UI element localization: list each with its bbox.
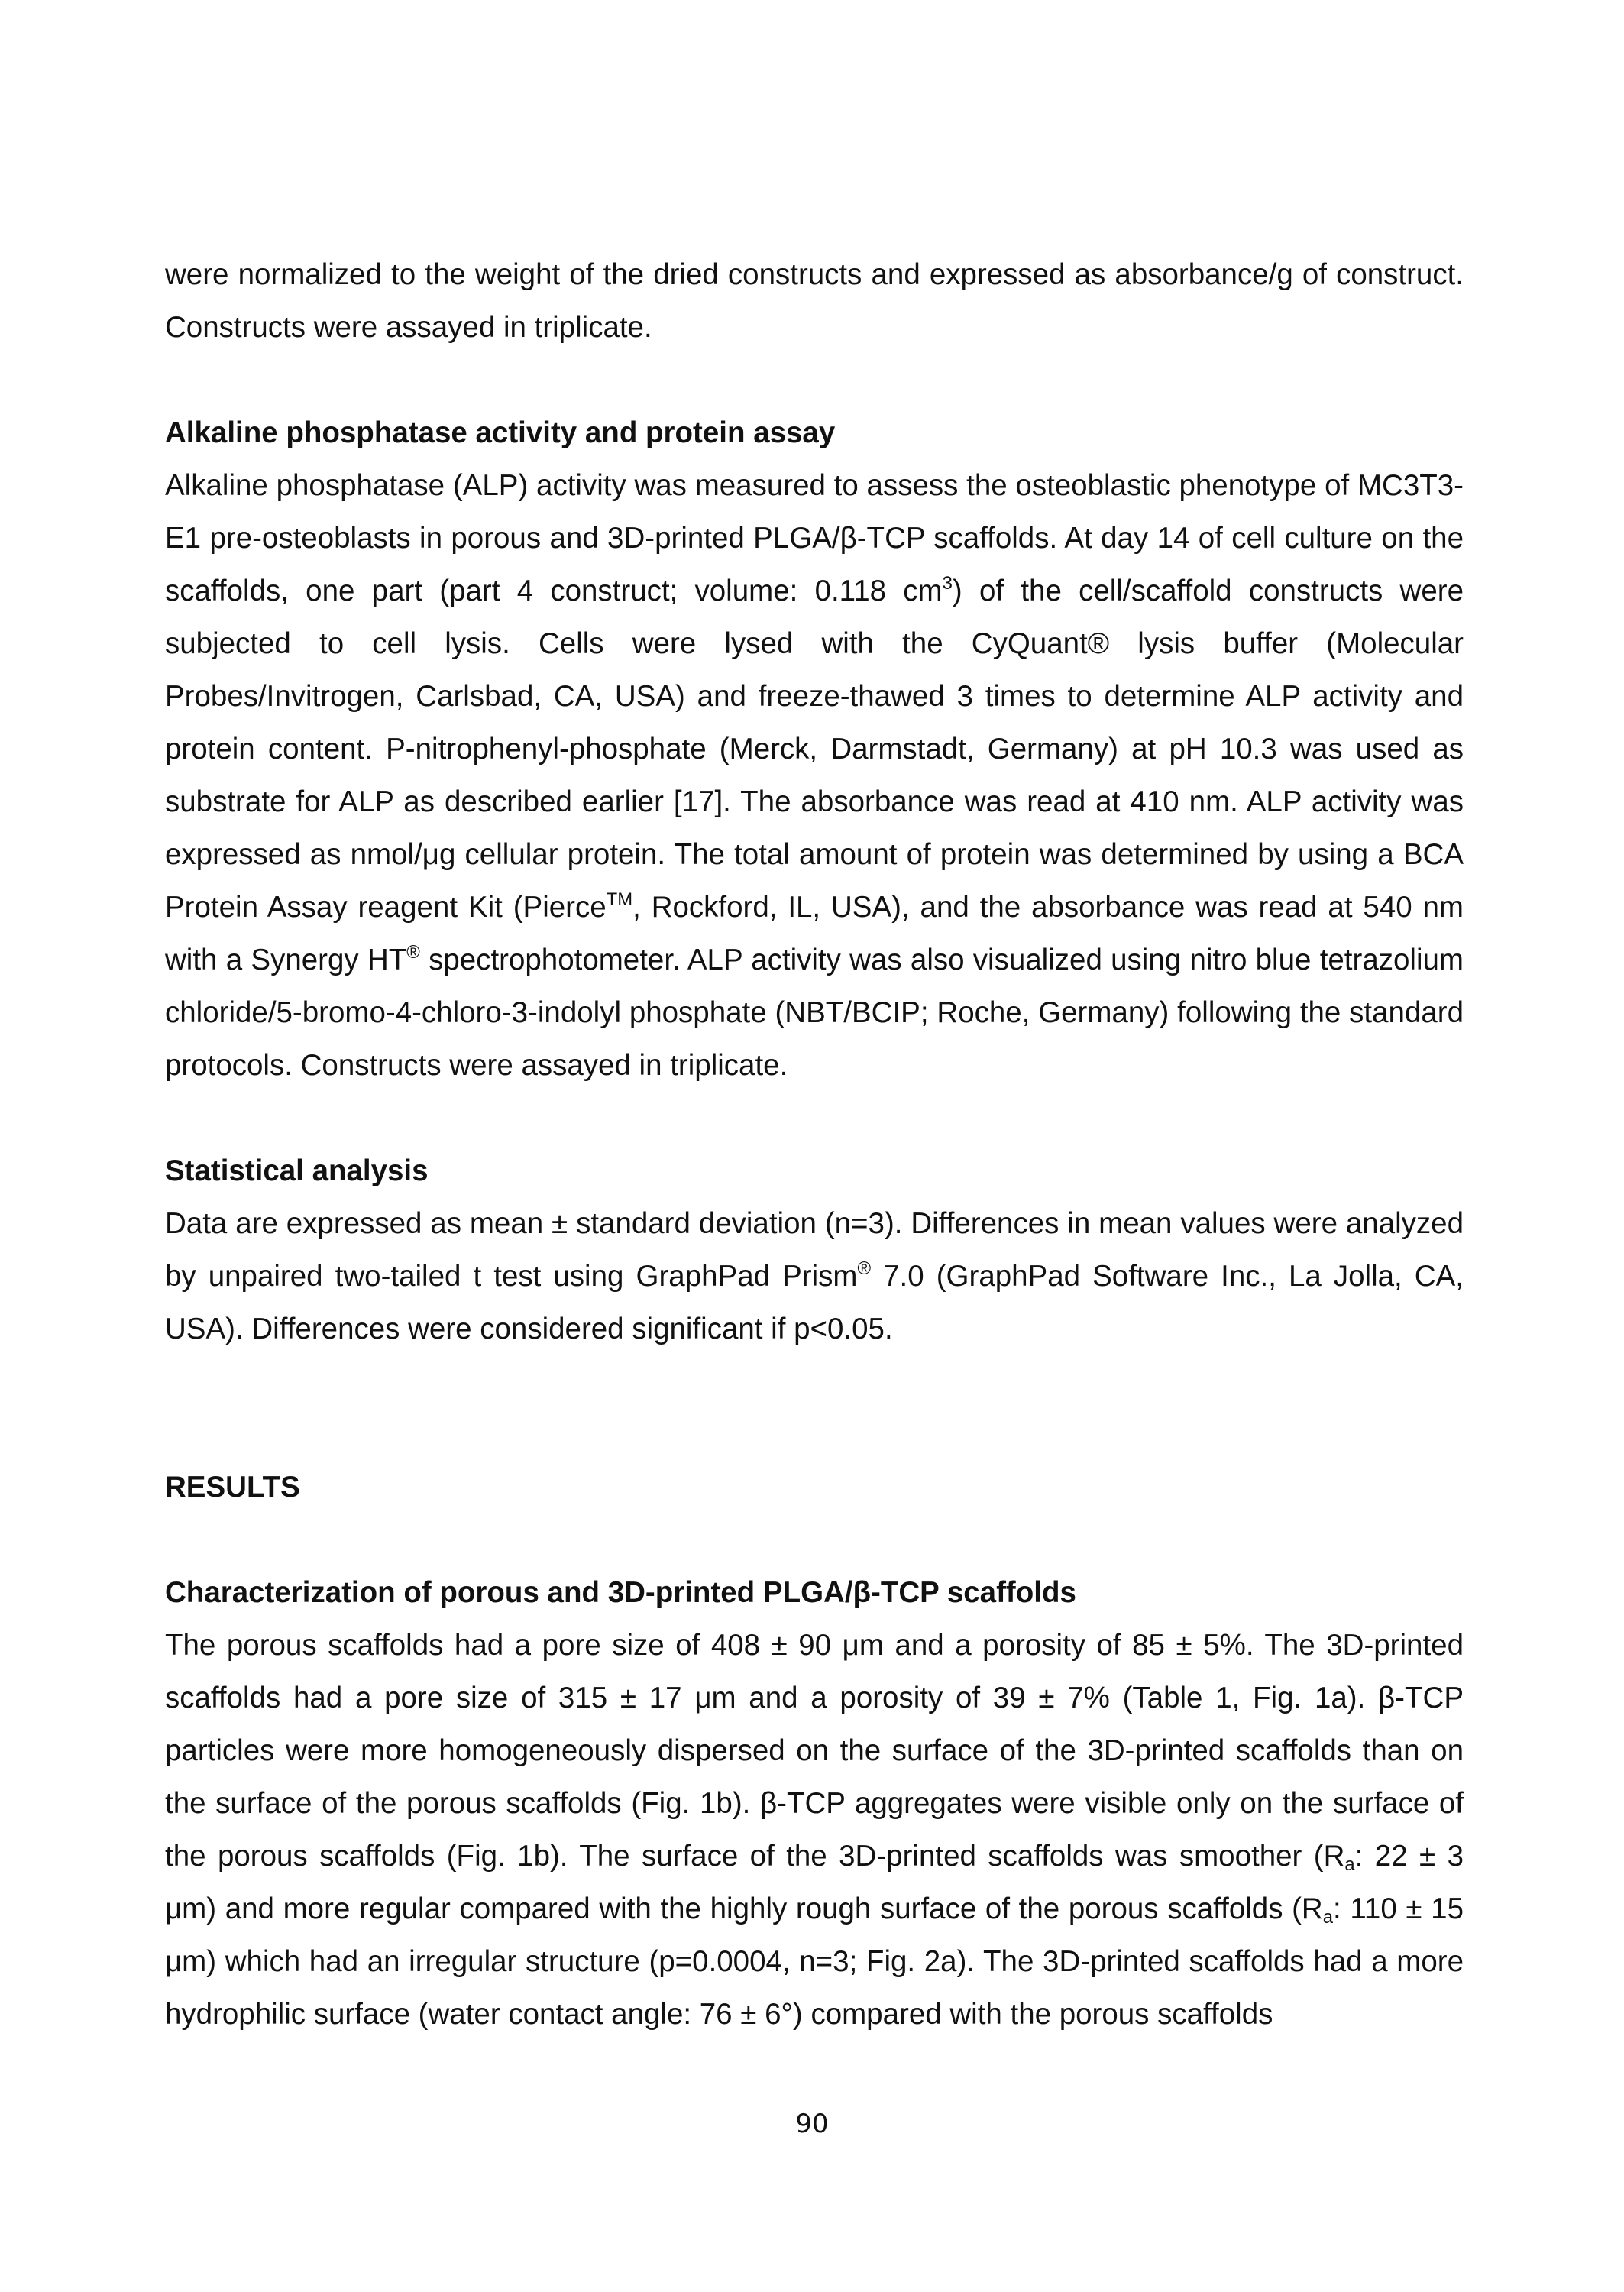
stats-superscript-1: ® [857, 1258, 872, 1279]
alp-superscript-1: 3 [942, 572, 953, 594]
char-text-3: : 110 ± 15 μm) which had an irregular structure (p=0.0004, n=3; Fig. 2a). The 3D-printed scaffolds had a more hydrophilic surface (water contact angle: 76 ± 6°) compared with the porous scaffolds [165, 1892, 1464, 2031]
char-subscript-2: a [1322, 1906, 1334, 1928]
alp-paragraph [165, 459, 1464, 1092]
page-number: 90 [795, 2109, 829, 2139]
intro-text: were normalized to the weight of the dried constructs and expressed as absorbance/g of construct. Constructs were assayed in triplicate. [165, 258, 1464, 344]
statistics-paragraph [165, 1197, 1464, 1355]
characterization-paragraph [165, 1619, 1464, 2041]
alp-text-1: Alkaline phosphatase (ALP) activity was measured to assess the osteoblastic phenotype of MC3T3-E1 pre-osteoblasts in porous and 3D-printed PLGA/β-TCP scaffolds. At day 14 of cell culture on the scaffolds, one part (part 4 construct; volume: 0.118 cm [165, 469, 1464, 607]
results-heading: RESULTS [165, 1471, 300, 1504]
section-heading-statistics: Statistical analysis [165, 1154, 429, 1187]
intro-paragraph [165, 248, 1464, 354]
page-body [165, 248, 1464, 2041]
alp-text-3: , Rockford, IL, USA), and the absorbance was read at 540 nm with a Synergy HT [165, 891, 1464, 976]
alp-text-2: ) of the cell/scaffold constructs were subjected to cell lysis. Cells were lysed with the CyQuant® lysis buffer (Molecular Probes/Invitrogen, Carlsbad, CA, USA) and freeze-thawed 3 times to determine ALP activity and protein content. P-nitrophenyl-phosphate (Merck, Darmstadt, Germany) at pH 10.3 was used as substrate for ALP as described earlier [17]. The absorbance was read at 410 nm. ALP activity was expressed as nmol/μg cellular protein. The total amount of protein was determined by using a BCA Protein Assay reagent Kit (Pierce [165, 575, 1464, 924]
char-subscript-1: a [1344, 1853, 1355, 1875]
alp-superscript-2: TM [606, 889, 633, 910]
char-text-2: : 22 ± 3 μm) and more regular compared with the highly rough surface of the porous scaffolds (R [165, 1840, 1464, 1925]
section-heading-alp: Alkaline phosphatase activity and protein assay [165, 416, 836, 449]
alp-text-4: spectrophotometer. ALP activity was also visualized using nitro blue tetrazolium chloride/5-bromo-4-chloro-3-indolyl phosphate (NBT/BCIP; Roche, Germany) following the standard protocols. Constructs were assayed in triplicate. [165, 944, 1464, 1082]
stats-text-2: 7.0 (GraphPad Software Inc., La Jolla, CA, USA). Differences were considered significant if p<0.05. [165, 1260, 1464, 1345]
char-text-1: The porous scaffolds had a pore size of 408 ± 90 μm and a porosity of 85 ± 5%. The 3D-printed scaffolds had a pore size of 315 ± 17 μm and a porosity of 39 ± 7% (Table 1, Fig. 1a). β-TCP particles were more homogeneously dispersed on the surface of the 3D-printed scaffolds than on the surface of the porous scaffolds (Fig. 1b). β-TCP aggregates were visible only on the surface of the porous scaffolds (Fig. 1b). The surface of the 3D-printed scaffolds was smoother (R [165, 1629, 1464, 1873]
alp-superscript-3: ® [406, 941, 420, 963]
stats-text-1: Data are expressed as mean ± standard deviation (n=3). Differences in mean values were analyzed by unpaired two-tailed t test using GraphPad Prism [165, 1207, 1464, 1293]
section-heading-characterization: Characterization of porous and 3D-printed PLGA/β-TCP scaffolds [165, 1576, 1076, 1609]
